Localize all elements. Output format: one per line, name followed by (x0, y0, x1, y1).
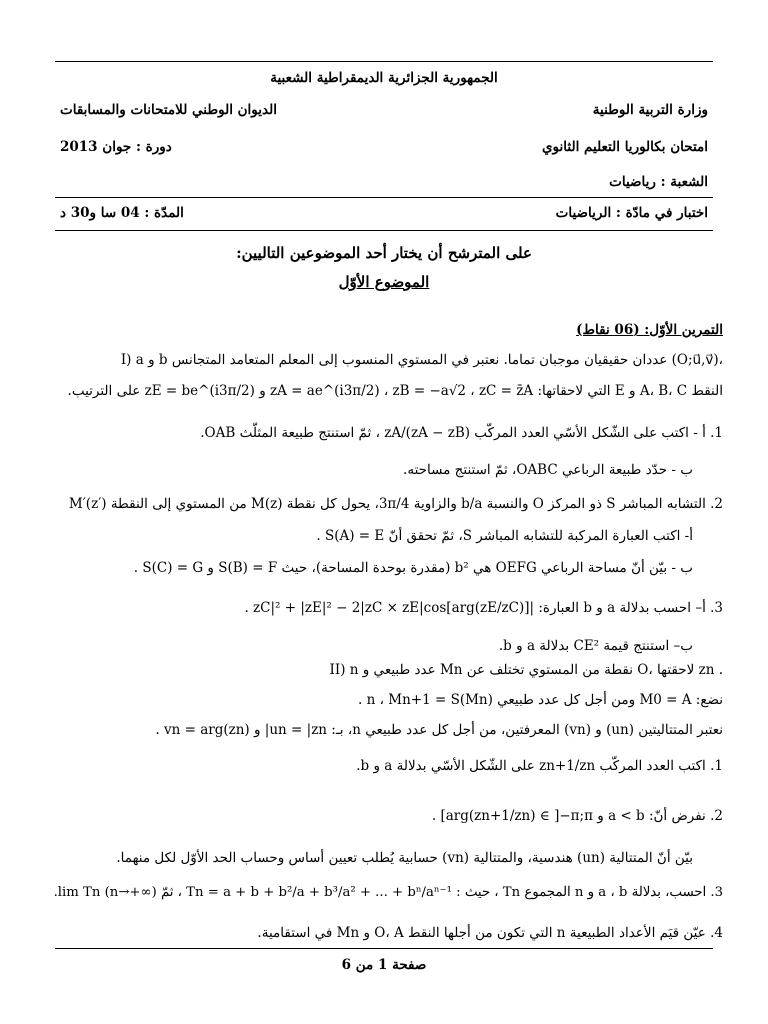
exercise-line: نعتبر المتتاليتين (un) و (vn) المعرفتين، من أجل كل عدد طبيعي n، بـ: un = |zn| و vn = arg(zn) . (155, 722, 723, 738)
subject-rule (55, 230, 713, 231)
exercise-line: 3. احسب، بدلالة a ، b و n المجموع Tn ، حيث : Tn = a + b + b²/a + b³/a² + ... + bⁿ/aⁿ⁻¹ ، ثمّ lim Tn (n→+∞). (53, 885, 723, 900)
branch-name: الشعبة : رياضيات (609, 174, 708, 190)
exercise-line: بيّن أنّ المتتالية (un) هندسية، والمتتالية (vn) حسابية يُطلب تعيين أساس وحساب الحد الأوّل لكل منهما. (116, 850, 693, 866)
exercise-line: ب - حدّد طبيعة الرباعي OABC، ثمّ استنتج مساحته. (403, 462, 693, 478)
choose-instruction: على المترشح أن يختار أحد الموضوعين التاليين: (236, 244, 532, 262)
exercise-title: التمرين الأوّل: (06 نقاط) (576, 322, 723, 338)
footer-rule (55, 948, 713, 949)
exercise-line: 2. التشابه المباشر S ذو المركز O والنسبة b/a والزاوية 3π/4، يحول كل نقطة M(z) من المستوي إلى النقطة M′(z′) (68, 496, 723, 512)
session-date: دورة : جوان 2013 (60, 139, 172, 155)
exercise-line: 1. أ - اكتب على الشّكل الأسّي العدد المركّب (zA − zB)/zA ، ثمّ استنتج طبيعة المثلّث OAB. (200, 425, 723, 441)
page-number: صفحة 1 من 6 (341, 957, 427, 973)
exercise-line: ب - بيّن أنّ مساحة الرباعي OEFG هي b² (مقدرة بوحدة المساحة)، حيث S(B) = F و S(C) = G . (133, 560, 693, 576)
exercise-line: النقط A، B، C و E التي لاحقاتها: zA = ae^(i3π/2) ، zB = −a√2 ، zC = z̄A و zE = be^(i3π/2) على الترتيب. (67, 383, 723, 399)
exam-duration: المدّة : 04 سا و30 د (60, 205, 184, 221)
subject-name: اختبار في مادّة : الرياضيات (555, 205, 708, 221)
topic-title: الموضوع الأوّل (338, 273, 430, 291)
exercise-line: 1. اكتب العدد المركّب zn+1/zn على الشّكل الأسّي بدلالة a و b. (356, 758, 723, 774)
exercise-line: I) a و b عددان حقيقيان موجبان تماما. نعتبر في المستوي المنسوب إلى المعلم المتعامد المتجانس (O;u⃗,v⃗)، (120, 352, 723, 368)
office-name: الديوان الوطني للامتحانات والمسابقات (60, 102, 277, 118)
ministry-name: وزارة التربية الوطنية (592, 102, 708, 118)
exercise-line: 4. عيّن قيَم الأعداد الطبيعية n التي تكون من أجلها النقط O، A و Mn في استقامية. (257, 925, 723, 941)
exercise-line: أ- اكتب العبارة المركبة للتشابه المباشر S، ثمّ تحقق أنّ S(A) = E . (316, 528, 693, 544)
exercise-line: ب– استنتج قيمة CE² بدلالة a و b. (498, 638, 693, 654)
exam-name: امتحان بكالوريا التعليم الثانوي (541, 139, 708, 155)
exercise-line: 2. نفرض أنّ: a < b و arg(zn+1/zn) ∈ ]−π;π] . (431, 808, 723, 824)
exercise-line: II) n عدد طبيعي و Mn نقطة من المستوي تختلف عن O، لاحقتها zn . (329, 662, 723, 678)
top-rule (55, 61, 713, 62)
exercise-line: نضع: M0 = A ومن أجل كل عدد طبيعي n ، Mn+1 = S(Mn) . (358, 692, 723, 708)
republic-title: الجمهورية الجزائرية الديمقراطية الشعبية (270, 70, 498, 86)
header-rule (55, 197, 713, 198)
exercise-line: 3. أ– احسب بدلالة a و b العبارة: |zC|² + |zE|² − 2|zC × zE|cos[arg(zE/zC)] . (244, 600, 723, 616)
